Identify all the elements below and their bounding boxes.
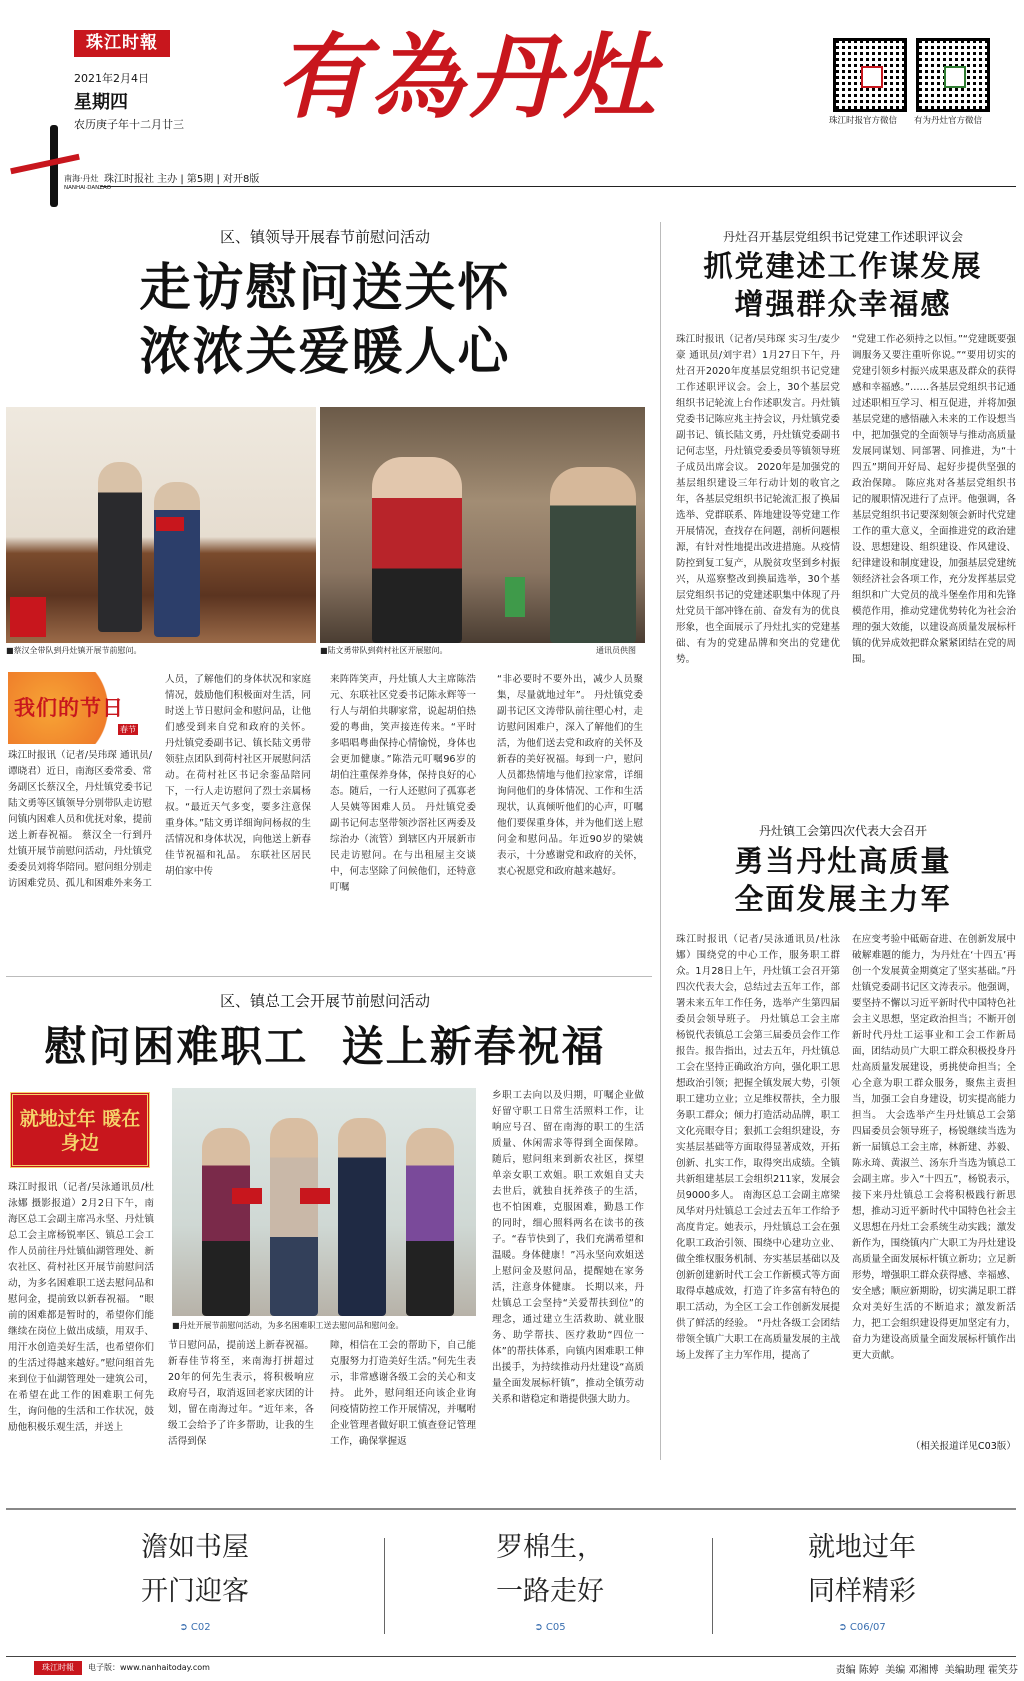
lunar-date: 农历庚子年十二月廿三 <box>74 118 184 131</box>
footer-credits: 责编 陈婷 美编 邓湘博 美编助理 霍笑芬 <box>835 1665 1018 1676</box>
story4-caption: ■丹灶开展节前慰问活动，为多名困难职工送去慰问品和慰问金。 <box>172 1321 404 1330</box>
story1-photo-credit: 通讯员供图 <box>596 646 636 655</box>
story4-badge <box>10 1092 150 1168</box>
festival-badge <box>8 672 148 744</box>
story4-photo <box>172 1088 476 1316</box>
story1-photo-left <box>6 407 316 643</box>
region-logo-text: 南海·丹灶 <box>64 174 99 183</box>
story1-headline-2: 浓浓关爱暖人心 <box>139 322 511 382</box>
story3-kicker: 丹灶镇工会第四次代表大会召开 <box>758 824 927 838</box>
preview-c05-ref <box>430 1622 670 1633</box>
story2-column-2: “党建工作必须持之以恒。”“党建既要强调服务又要注重听你说。”“要用切实的党建引领乡村振兴成果惠及群众的获得感和幸福感。”……各基层党组织书记通过述职相互学习、相互促进，并将加强基层党建的感悟融入未来的工作设想当中，把加强党的全面领导与推动高质量发展同谋划、同部署、同推进，为“十四五”期间开好局、起好步提供坚强的政治保障。 陈应兆对各基层党组织书记的履职情况进行了点评。他强调，各基层党组织书记要深刻领会新时代党建工作的重大意义，全面推进党的政治建设、思想建设、组织建设、作风建设、纪律建设和制度建设，加强基层党建统领经济社会各项工作，充分发挥基层党组织和广大党员的战斗堡垒作用和先锋模范作用，推动党建优势转化为社会治理的强大效能，以建设高质量发展标杆镇的优异成效把群众紧紧团结在党的周围。 <box>852 334 1016 665</box>
festival-badge-sub: 春节 <box>120 725 136 734</box>
story4-kicker: 区、镇总工会开展节前慰问活动 <box>219 992 430 1010</box>
story1-caption-right: ■陆文勇带队到荷村社区开展慰问。 <box>320 646 448 655</box>
page-ref-icon: ➲ <box>838 1622 850 1633</box>
danzao-logo-mark <box>50 125 58 207</box>
preview-c02-ref-text: C02 <box>190 1622 211 1633</box>
story4-column-2: 节日慰问品，提前送上新春祝福。 新春佳节将至，来南海打拼超过20年的何先生表示，将积极响应政府号召，取消返回老家庆团的计划，留在南海过年。“近年来，各级工会给予了许多帮助，让我的生活得到保 <box>168 1340 314 1447</box>
story4-headline: 慰问困难职工 送上新春祝福 <box>44 1022 606 1071</box>
preview-c05-ref-text: C05 <box>545 1622 566 1633</box>
story2-kicker: 丹灶召开基层党组织书记党建工作述职评议会 <box>722 230 963 244</box>
page-ref-icon: ➲ <box>534 1622 546 1633</box>
preview-c02[interactable] <box>80 1528 310 1638</box>
story1-headline-1: 走访慰问送关怀 <box>139 258 511 318</box>
preview-c06-line2: 同样精彩 <box>808 1576 916 1607</box>
masthead-meta: 珠江时报社 主办 | 第5期 | 对开8版 <box>104 174 260 185</box>
preview-c06-ref <box>742 1622 982 1633</box>
issue-weekday: 星期四 <box>74 92 128 113</box>
story3-headline-2: 全面发展主力军 <box>734 882 952 916</box>
qr-2-label: 有为丹灶官方微信 <box>914 116 983 126</box>
story1-column-4: “非必要时不要外出，减少人员聚集，尽量就地过年”。 丹灶镇党委副书记区文涛带队前往塱心村，走访慰问困难户，深入了解他们的生活，为他们送去党和政府的关怀及新春的美好祝福。每到一户，慰问人员都热情地与他们拉家常，详细询问他们的身体情况、工作和生活现状，认真倾听他们的心声，叮嘱他们要保重身体，并为他们送上慰问金和慰问品。年近90岁的梁姨表示，十分感谢党和政府的关怀，衷心祝愿党和政府越来越好。 <box>497 674 643 877</box>
festival-badge-text: 我们的节日 <box>14 695 124 720</box>
preview-c06-line1: 就地过年 <box>808 1532 916 1563</box>
story2-headline-2: 增强群众幸福感 <box>734 287 952 321</box>
qr-code-2 <box>916 38 990 112</box>
region-logo <box>6 125 112 215</box>
preview-c05-line2: 一路走好 <box>496 1576 604 1607</box>
preview-c06-07[interactable] <box>742 1528 982 1638</box>
story1-caption-left: ■蔡汉全带队到丹灶镇开展节前慰问。 <box>6 646 142 655</box>
story4-column-1: 珠江时报讯（记者/吴泳通讯员/杜泳娜 摄影报道）2月2日下午，南海区总工会副主席冯永坚、丹灶镇总工会主席杨锐率区、镇总工会工作人员前往丹灶镇仙湖管理处、新农社区、荷村社区开展节前慰问活动，为多名困难职工送去慰问品和慰问金，提前致以新春祝福。 “眼前的困难都是暂时的，希望你们能继续在岗位上做出成绩，用双手、用汗水创造美好生活，也希望你们的生活过得越来越好。”慰问组首先来到位于仙湖管理处一建筑公司，在希望在此工作的困难职工何先生，询问他的生活和工作状况，鼓励他积极乐观生活，并送上 <box>8 1182 154 1433</box>
preview-c06-ref-text: C06/07 <box>849 1622 886 1633</box>
masthead-title: 有為丹灶 <box>275 23 660 131</box>
qr-1-label: 珠江时报官方微信 <box>829 116 898 126</box>
preview-c02-ref <box>80 1622 310 1633</box>
preview-c02-line2: 开门迎客 <box>141 1576 249 1607</box>
story4-column-3: 障，相信在工会的帮助下，自己能克服努力打造美好生活。”何先生表示，非常感谢各级工会的关心和支持。 此外，慰问组还向该企业询问疫情防控工作开展情况，并嘱咐企业管理者做好职工慎查登记管理工作，确保掌握返 <box>330 1340 476 1447</box>
preview-c05[interactable] <box>430 1528 670 1638</box>
footer-site[interactable]: 电子版：www.nanhaitoday.com <box>88 1663 210 1672</box>
story1-column-1: 珠江时报讯（记者/吴玮琛 通讯员/谭晓君）近日，南海区委常委、常务副区长蔡汉全，丹灶镇党委书记陆文勇等区镇领导分别带队走访慰问镇内困难人员和优抚对象，提前送上新春祝福。 蔡汉全一行到丹灶镇开展节前慰问活动，丹灶镇党委委员刘将华陪同。慰问组分别走访困难党员、孤儿和困难外来务工 <box>8 750 152 889</box>
story1-column-3: 来阵阵笑声，丹灶镇人大主席陈浩元、东联社区党委书记陈永辉等一行人与胡伯共聊家常，说起胡伯热爱的粤曲，笑声接连传来。“平时多唱唱粤曲保持心情愉悦，身体也会更加健康。”陈浩元叮嘱96岁的胡伯注重保养身体，保持良好的心态。随后，一行人还慰问了孤寡老人吴姨等困难人员。 丹灶镇党委副书记何志坚带领沙滘社区两委及综治办（流管）到辖区内开展新市民走访慰问。在与出租屋主交谈中，何志坚除了问候他们，还特意叮嘱 <box>330 674 476 893</box>
story3-headline-1: 勇当丹灶高质量 <box>734 844 952 878</box>
story1-photo-right <box>320 407 645 643</box>
footer-logo: 珠江时報 <box>34 1661 82 1675</box>
issue-date: 2021年2月4日 <box>74 72 149 85</box>
story4-badge-text: 就地过年 暖在身边 <box>19 1108 141 1154</box>
story3-column-1: 珠江时报讯（记者/吴泳通讯员/杜泳娜）围绕党的中心工作，服务职工群众。1月28日上午，丹灶镇工会召开第四次代表大会，总结过去五年工作，部署未来五年工作任务，选举产生第四届委员会领导班子。 丹灶镇总工会主席杨锐代表镇总工会第三届委员会作工作报告。报告指出，过去五年，丹灶镇总工会在坚持正确政治方向，强化职工思想政治引领；把握全镇发展大势，引领职工建功立业；立足维权帮扶，全力服务职工群众；倾力打造活动品牌，职工文化亮眼夺目；狠抓工会组织建设，夯实基层基础等方面取得显著成效，开拓创新、扎实工作，取得突出成绩。全镇共新组建基层工会组织211家，发展会员9000多人。 南海区总工会副主席梁凤华对丹灶镇总工会过去五年工作给予高度肯定。她表示，丹灶镇总工会在强化职工政治引领、围绕中心建功立业、做全维权服务机制、夯实基层基础以及创新创建新时代工会工作新模式等方面取得卓越成效，打造了许多富有特色的职工活动，为全区工会工作创新发展提供了鲜活的经验。 “丹灶各级工会团结带领全镇广大职工在高质量发展的主战场上发挥了主力军作用，提高了 <box>676 934 840 1361</box>
story2-column-1: 珠江时报讯（记者/吴玮琛 实习生/麦少豪 通讯员/刘宇君）1月27日下午，丹灶召开2020年度基层党组织书记党建工作述职评议会。会上，30个基层党组织书记轮流上台作述职发言。丹灶镇党委书记陈应兆主持会议，丹灶镇党委副书记、镇长陆文勇，丹灶镇党委副书记何志坚，丹灶镇党委委员等镇领导班子成员出席会议。 2020年是加强党的基层组织建设三年行动计划的收官之年，各基层党组织书记轮流汇报了换届选举、党群联系、阵地建设等党建工作开展情况，查找存在问题，剖析问题根源，有针对性地提出改进措施。从疫情防控到复工复产，从脱贫攻坚到乡村振兴，从巡察整改到换届选举，30个基层党组织书记的党建述职集中体现了丹灶党员干部冲锋在前、奋发有为的优良形象，也全面展示了丹灶扎实的党建基础、有为的党建品牌和突出的党建优势。 <box>676 334 840 665</box>
story1-kicker: 区、镇领导开展春节前慰问活动 <box>219 228 430 246</box>
preview-c02-line1: 澹如书屋 <box>141 1532 249 1563</box>
story3-note: （相关报道详见C03版） <box>910 1441 1016 1452</box>
story4-column-4: 乡职工去向以及归期，叮嘱企业做好留守职工日常生活照料工作，让响应号召、留在南海的职工的生活质量、休闲需求等得到全面保障。 随后，慰问组来到新农社区，探望单亲女职工欢姐。职工欢姐自丈夫去世后，就独自抚养孩子的生活，也不怕困难，克服困难，勤恳工作的同时，细心照料两名在读书的孩子。“春节快到了，我们充满希望和温暖。身体健康！”冯永坚向欢姐送上慰问金及慰问品，提醒她在家务活，注意身体健康。 长期以来，丹灶镇总工会坚持“关爱帮扶到位”的理念，通过建立生活救助、就业服务、助学帮扶、医疗救助“四位一体”的帮扶体系，向镇内困难职工伸出援手，为持续推动丹灶建设“高质量全面发展标杆镇”，推动全镇劳动关系和谐稳定和谐提供强大助力。 <box>492 1090 644 1405</box>
story3-column-2: 在应变考验中砥砺奋进、在创新发展中破解难题的能力，为丹灶在‘十四五’再创一个发展黄金期奠定了坚实基础。”丹灶镇党委副书记区文涛表示。他强调，要坚持不懈以习近平新时代中国特色社会主义思想，坚定政治担当；不断开创新时代丹灶工运事业和工会工作新局面，团结动员广大职工群众积极投身丹灶高质量发展建设，勇挑使命担当；全心全意为职工群众服务，聚焦主责担当，加强工会自身建设，切实提高能力担当。 大会选举产生丹灶镇总工会第四届委员会领导班子，杨锐继续当选为新一届镇总工会主席，林新建、苏毅、陈永琦、黄淑兰、汤东升当选为镇总工会副主席。步入“十四五”，杨锐表示，接下来丹灶镇总工会将积极践行新思想，推动习近平新时代中国特色社会主义思想在丹灶工会系统生动实践；激发新作为，围绕镇内广大职工为丹灶建设高质量全面发展标杆镇立新功；立足新形势，增强职工群众获得感、幸福感、安全感；顺应新期盼，切实满足职工群众对美好生活的不断追求；激发新活力，把工会组织建设得更加坚定有力，奋力为建设高质量全面发展标杆镇作出更大贡献。 <box>852 934 1016 1361</box>
page-ref-icon: ➲ <box>179 1622 191 1633</box>
qr-code-1 <box>833 38 907 112</box>
story2-headline-1: 抓党建述工作谋发展 <box>703 249 983 283</box>
paper-logo: 珠江时報 <box>74 30 170 57</box>
region-logo-sub: NANHAI·DANZAO <box>64 185 112 191</box>
story1-column-2: 人员，了解他们的身体状况和家庭情况，鼓励他们积极面对生活，同时送上节日慰问金和慰问品，让他们感受到来自党和政府的关怀。 丹灶镇党委副书记、镇长陆文勇带领驻点团队到荷村社区开展慰问活动。在荷村社区书记余銮品陪同下，一行人走访慰问了烈士亲属杨叔。“最近天气多变，要多注意保重身体。”陆文勇详细询问杨叔的生活情况和身体状况，向他送上新春佳节祝福和礼品。 东联社区居民胡伯家中传 <box>165 674 311 877</box>
preview-c05-line1: 罗棉生， <box>496 1532 604 1563</box>
